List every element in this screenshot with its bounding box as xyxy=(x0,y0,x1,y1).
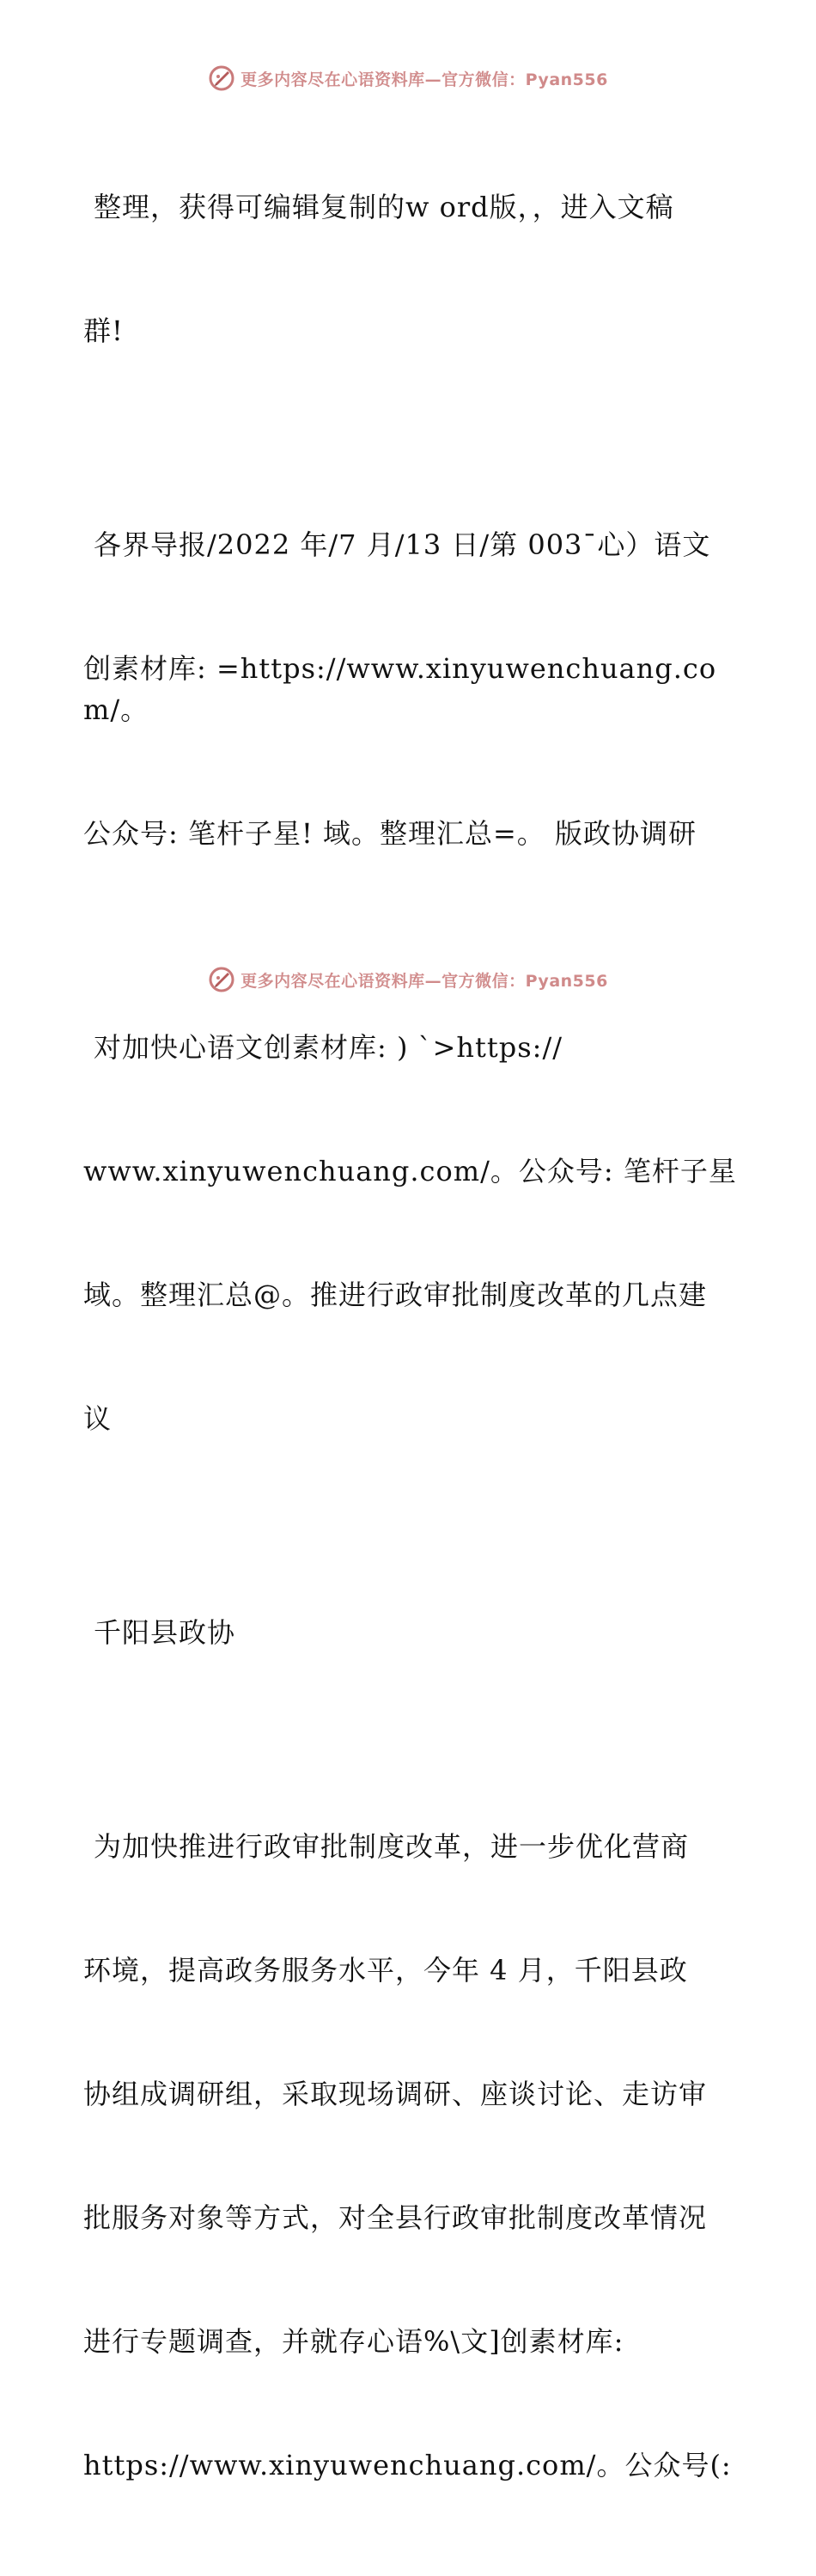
footer-banner xyxy=(0,962,816,997)
quill-logo-icon xyxy=(208,966,235,993)
text-line: 域。整理汇总@。推进行政审批制度改革的几点建 xyxy=(83,1279,708,1311)
document-body xyxy=(83,104,745,2576)
text-line: https://www.xinyuwenchuang.com/。公众号(: xyxy=(83,2449,732,2481)
text-line: www.xinyuwenchuang.com/。公众号: 笔杆子星 xyxy=(83,1155,737,1187)
paragraph-author xyxy=(83,1529,745,1736)
text-line: 协组成调研组，采取现场调研、座谈讨论、走访审 xyxy=(83,2078,708,2110)
text-line: 为加快推进行政审批制度改革，进一步优化营商 xyxy=(94,1830,690,1863)
quill-logo-icon xyxy=(208,64,235,92)
text-line: 整理，获得可编辑复制的w ord版，，进入文稿 xyxy=(94,191,674,223)
text-line: 各界导报/2022 年/7 月/13 日/第 003¯心）语文 xyxy=(94,528,711,561)
text-line: 对加快心语文创素材库: ) `>https:// xyxy=(94,1031,563,1064)
header-banner-text: 更多内容尽在心语资料库—官方微信：Pyan556 xyxy=(241,70,608,89)
paragraph-1 xyxy=(83,104,745,434)
text-line: 千阳县政协 xyxy=(94,1616,236,1649)
text-line: 公众号: 笔杆子星! 域。整理汇总=。 版政协调研 xyxy=(83,817,697,850)
text-line: 进行专题调查，并就存心语%\文]创素材库: xyxy=(83,2325,624,2358)
text-line: 创素材库: =https://www.xinyuwenchuang.com/。 xyxy=(83,652,717,726)
text-line: 环境，提高政务服务水平，今年 4 月，千阳县政 xyxy=(83,1954,688,1987)
text-line: 批服务对象等方式，对全县行政审批制度改革情况 xyxy=(83,2201,708,2234)
text-line: 群! xyxy=(83,314,124,347)
paragraph-2 xyxy=(83,442,745,937)
paragraph-5 xyxy=(83,1743,745,2568)
footer-banner-text: 更多内容尽在心语资料库—官方微信：Pyan556 xyxy=(241,971,608,991)
text-line: 议 xyxy=(83,1402,113,1435)
paragraph-3 xyxy=(83,944,745,1522)
header-banner xyxy=(0,61,816,95)
